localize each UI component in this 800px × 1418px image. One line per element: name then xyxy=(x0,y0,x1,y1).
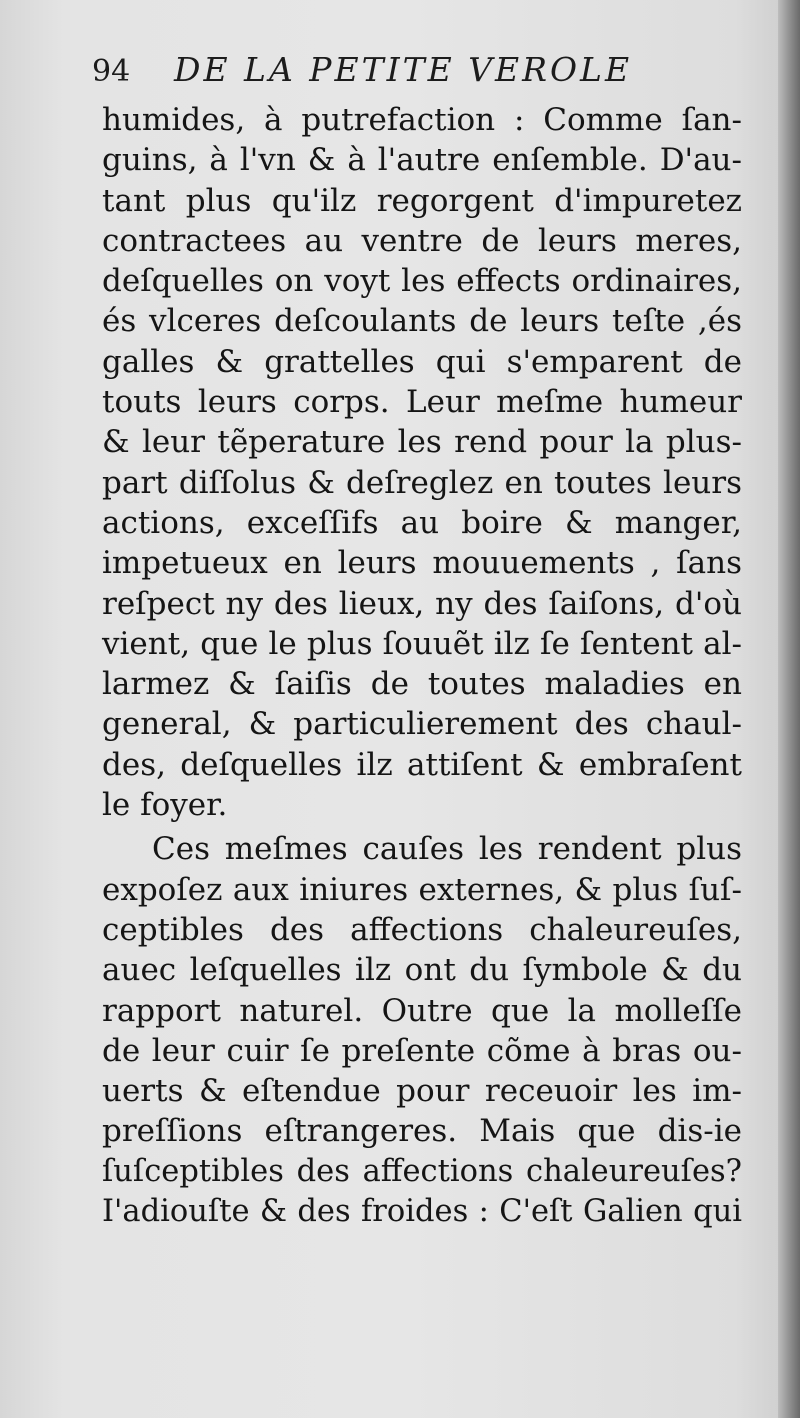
text-line: ſuſceptibles des affections chaleureuſes? xyxy=(102,1153,742,1189)
text-line: és vlceres deſcoulants de leurs teſte ,és xyxy=(102,303,742,340)
text-line: touts leurs corps. Leur meſme humeur xyxy=(102,384,742,421)
text-line: expoſez aux iniures externes, & plus ſuſ- xyxy=(102,871,742,908)
text-line: uerts & eſtendue pour receuoir les im- xyxy=(102,1073,742,1110)
text-line: tant plus qu'ilz regorgent d'impuretez xyxy=(102,182,742,219)
text-line: part diſſolus & deſreglez en toutes leurs xyxy=(102,464,742,501)
text-line: guins, à l'vn & à l'autre enſemble. D'au- xyxy=(102,142,742,179)
text-line: des, deſquelles ilz attiſent & embraſent xyxy=(102,746,742,783)
body-text xyxy=(102,100,742,1232)
text-line: vient, que le plus ſouuẽt ilz ſe ſentent al- xyxy=(102,625,742,662)
text-line: contractees au ventre de leurs meres, xyxy=(102,222,742,259)
text-line: de leur cuir ſe preſente cõme à bras ou- xyxy=(102,1032,742,1069)
text-line: ceptibles des affections chaleureuſes, xyxy=(102,911,742,948)
text-line: humides, à putrefaction : Comme ſan- xyxy=(102,102,742,138)
text-line: general, & particulierement des chaul- xyxy=(102,706,742,743)
text-line: reſpect ny des lieux, ny des ſaiſons, d'où xyxy=(102,585,742,622)
text-line: galles & grattelles qui s'emparent de xyxy=(102,343,742,380)
text-line: I'adiouſte & des froides : C'eſt Galien qui xyxy=(102,1194,742,1230)
page-spine-shadow xyxy=(778,0,800,1418)
text-line: impetueux en leurs mouuements , ſans xyxy=(102,545,742,582)
page-number: 94 xyxy=(92,54,131,89)
text-line: Ces meſmes cauſes les rendent plus xyxy=(152,831,742,868)
text-line: deſquelles on voyt les effects ordinaires, xyxy=(102,263,742,300)
text-line: larmez & ſaiſis de toutes maladies en xyxy=(102,666,742,703)
text-line: rapport naturel. Outre que la molleſſe xyxy=(102,992,742,1029)
text-line: le foyer. xyxy=(102,787,228,824)
text-line: auec leſquelles ilz ont du ſymbole & du xyxy=(102,952,742,989)
running-title: DE LA PETITE VEROLE xyxy=(174,50,633,89)
text-line: preſſions eſtrangeres. Mais que dis-ie xyxy=(102,1113,742,1150)
page-header xyxy=(92,50,732,100)
text-line: & leur tẽperature les rend pour la plus- xyxy=(102,424,742,461)
text-line: actions, exceſſifs au boire & manger, xyxy=(102,504,742,541)
